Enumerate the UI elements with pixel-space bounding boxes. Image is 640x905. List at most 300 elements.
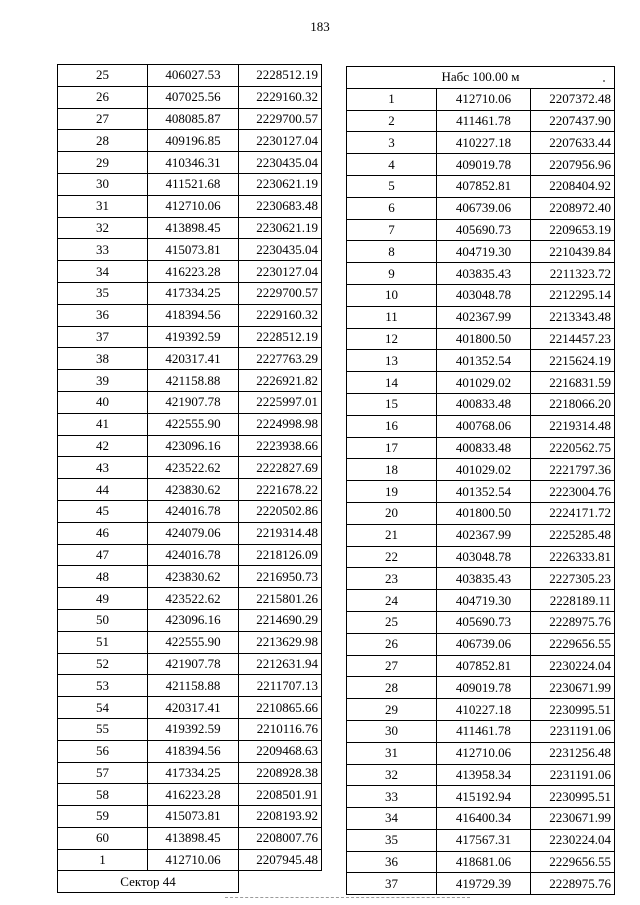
y-coordinate-cell: 2212295.14 (531, 284, 615, 306)
y-coordinate-cell: 2208193.92 (239, 806, 322, 828)
table-row (58, 217, 322, 239)
table-row (58, 304, 322, 326)
x-coordinate-cell: 421907.78 (148, 653, 239, 675)
x-coordinate-cell: 410227.18 (437, 132, 531, 154)
y-coordinate-cell: 2221797.36 (531, 459, 615, 481)
point-number-cell: 36 (347, 851, 437, 873)
point-number-cell: 1 (347, 88, 437, 110)
table-row (58, 740, 322, 762)
x-coordinate-cell: 417334.25 (148, 282, 239, 304)
table-row (58, 86, 322, 108)
y-coordinate-cell: 2227305.23 (531, 568, 615, 590)
x-coordinate-cell: 410227.18 (437, 699, 531, 721)
point-number-cell: 46 (58, 522, 148, 544)
y-coordinate-cell: 2219314.48 (239, 522, 322, 544)
y-coordinate-cell: 2211323.72 (531, 263, 615, 285)
x-coordinate-cell: 417334.25 (148, 762, 239, 784)
y-coordinate-cell: 2222827.69 (239, 457, 322, 479)
table-row (58, 239, 322, 261)
table-row (347, 829, 615, 851)
point-number-cell: 45 (58, 500, 148, 522)
point-number-cell: 29 (58, 152, 148, 174)
x-coordinate-cell: 418681.06 (437, 851, 531, 873)
point-number-cell: 32 (347, 764, 437, 786)
point-number-cell: 54 (58, 697, 148, 719)
y-coordinate-cell: 2221678.22 (239, 479, 322, 501)
x-coordinate-cell: 405690.73 (437, 611, 531, 633)
point-number-cell: 30 (58, 173, 148, 195)
table-row (58, 675, 322, 697)
x-coordinate-cell: 407852.81 (437, 175, 531, 197)
x-coordinate-cell: 400768.06 (437, 415, 531, 437)
y-coordinate-cell: 2215801.26 (239, 588, 322, 610)
point-number-cell: 23 (347, 568, 437, 590)
table-row (58, 522, 322, 544)
x-coordinate-cell: 402367.99 (437, 306, 531, 328)
table-row (347, 306, 615, 328)
point-number-cell: 3 (347, 132, 437, 154)
table-row (347, 175, 615, 197)
table-row (347, 590, 615, 612)
table-row (347, 611, 615, 633)
table-row (58, 784, 322, 806)
x-coordinate-cell: 415073.81 (148, 239, 239, 261)
table-row (347, 393, 615, 415)
y-coordinate-cell: 2214690.29 (239, 609, 322, 631)
point-number-cell: 5 (347, 175, 437, 197)
table-row (58, 457, 322, 479)
table-row (58, 173, 322, 195)
x-coordinate-cell: 404719.30 (437, 590, 531, 612)
sector-caption-row (58, 871, 322, 893)
left-table-body (58, 65, 322, 893)
point-number-cell: 15 (347, 393, 437, 415)
table-row (347, 720, 615, 742)
x-coordinate-cell: 416223.28 (148, 784, 239, 806)
y-coordinate-cell: 2207437.90 (531, 110, 615, 132)
x-coordinate-cell: 423096.16 (148, 609, 239, 631)
x-coordinate-cell: 419392.59 (148, 718, 239, 740)
point-number-cell: 10 (347, 284, 437, 306)
y-coordinate-cell: 2210865.66 (239, 697, 322, 719)
table-row (347, 88, 615, 110)
point-number-cell: 47 (58, 544, 148, 566)
table-row (58, 500, 322, 522)
table-row (347, 459, 615, 481)
table-row (58, 152, 322, 174)
table-row (58, 479, 322, 501)
point-number-cell: 27 (347, 655, 437, 677)
point-number-cell: 29 (347, 699, 437, 721)
point-number-cell: 34 (347, 808, 437, 830)
point-number-cell: 42 (58, 435, 148, 457)
y-coordinate-cell: 2230995.51 (531, 699, 615, 721)
x-coordinate-cell: 420317.41 (148, 348, 239, 370)
point-number-cell: 36 (58, 304, 148, 326)
x-coordinate-cell: 421907.78 (148, 391, 239, 413)
x-coordinate-cell: 411521.68 (148, 173, 239, 195)
point-number-cell: 49 (58, 588, 148, 610)
y-coordinate-cell: 2207956.96 (531, 154, 615, 176)
y-coordinate-cell: 2208501.91 (239, 784, 322, 806)
table-row (347, 568, 615, 590)
point-number-cell: 13 (347, 350, 437, 372)
point-number-cell: 38 (58, 348, 148, 370)
y-coordinate-cell: 2224998.98 (239, 413, 322, 435)
x-coordinate-cell: 423830.62 (148, 479, 239, 501)
point-number-cell: 25 (58, 65, 148, 87)
y-coordinate-cell: 2213629.98 (239, 631, 322, 653)
table-row (347, 655, 615, 677)
right-coordinates-table (346, 66, 615, 895)
table-row (347, 132, 615, 154)
x-coordinate-cell: 424016.78 (148, 500, 239, 522)
table-row (347, 328, 615, 350)
x-coordinate-cell: 424016.78 (148, 544, 239, 566)
x-coordinate-cell: 402367.99 (437, 524, 531, 546)
y-coordinate-cell: 2226921.82 (239, 370, 322, 392)
x-coordinate-cell: 406739.06 (437, 197, 531, 219)
point-number-cell: 52 (58, 653, 148, 675)
table-row (58, 588, 322, 610)
y-coordinate-cell: 2208404.92 (531, 175, 615, 197)
x-coordinate-cell: 401352.54 (437, 350, 531, 372)
table-row (58, 718, 322, 740)
x-coordinate-cell: 400833.48 (437, 437, 531, 459)
point-number-cell: 14 (347, 372, 437, 394)
table-row (58, 282, 322, 304)
table-row (58, 631, 322, 653)
x-coordinate-cell: 404719.30 (437, 241, 531, 263)
table-row (347, 350, 615, 372)
x-coordinate-cell: 413898.45 (148, 217, 239, 239)
y-coordinate-cell: 2223938.66 (239, 435, 322, 457)
y-coordinate-cell: 2224171.72 (531, 502, 615, 524)
x-coordinate-cell: 403835.43 (437, 263, 531, 285)
table-row (58, 697, 322, 719)
table-row (58, 391, 322, 413)
y-coordinate-cell: 2230127.04 (239, 130, 322, 152)
x-coordinate-cell: 401800.50 (437, 502, 531, 524)
point-number-cell: 56 (58, 740, 148, 762)
x-coordinate-cell: 422555.90 (148, 413, 239, 435)
point-number-cell: 43 (58, 457, 148, 479)
point-number-cell: 30 (347, 720, 437, 742)
x-coordinate-cell: 401029.02 (437, 372, 531, 394)
table-row (347, 524, 615, 546)
table-row (347, 873, 615, 895)
point-number-cell: 12 (347, 328, 437, 350)
table-row (347, 633, 615, 655)
table-row (58, 806, 322, 828)
y-coordinate-cell: 2218066.20 (531, 393, 615, 415)
point-number-cell: 40 (58, 391, 148, 413)
table-row (58, 849, 322, 871)
table-row (347, 786, 615, 808)
table-row (347, 502, 615, 524)
x-coordinate-cell: 418394.56 (148, 304, 239, 326)
y-coordinate-cell: 2230671.99 (531, 808, 615, 830)
x-coordinate-cell: 421158.88 (148, 370, 239, 392)
table-row (347, 699, 615, 721)
table-row (58, 413, 322, 435)
table-row (58, 653, 322, 675)
x-coordinate-cell: 418394.56 (148, 740, 239, 762)
y-coordinate-cell: 2209468.63 (239, 740, 322, 762)
x-coordinate-cell: 412710.06 (148, 849, 239, 871)
table-row (347, 197, 615, 219)
point-number-cell: 26 (347, 633, 437, 655)
x-coordinate-cell: 413898.45 (148, 827, 239, 849)
x-coordinate-cell: 401800.50 (437, 328, 531, 350)
y-coordinate-cell: 2229656.55 (531, 633, 615, 655)
table-row (347, 437, 615, 459)
x-coordinate-cell: 403048.78 (437, 284, 531, 306)
point-number-cell: 9 (347, 263, 437, 285)
table-row (58, 827, 322, 849)
point-number-cell: 48 (58, 566, 148, 588)
point-number-cell: 50 (58, 609, 148, 631)
y-coordinate-cell: 2226333.81 (531, 546, 615, 568)
table-row (347, 546, 615, 568)
y-coordinate-cell: 2231191.06 (531, 720, 615, 742)
y-coordinate-cell: 2230995.51 (531, 786, 615, 808)
x-coordinate-cell: 405690.73 (437, 219, 531, 241)
table-row (347, 415, 615, 437)
height-header: Набс 100.00 м (347, 67, 615, 89)
y-coordinate-cell: 2230671.99 (531, 677, 615, 699)
table-row (58, 566, 322, 588)
y-coordinate-cell: 2215624.19 (531, 350, 615, 372)
point-number-cell: 19 (347, 481, 437, 503)
point-number-cell: 2 (347, 110, 437, 132)
x-coordinate-cell: 407025.56 (148, 86, 239, 108)
empty-cell (239, 871, 322, 893)
point-number-cell: 44 (58, 479, 148, 501)
y-coordinate-cell: 2218126.09 (239, 544, 322, 566)
table-row (58, 609, 322, 631)
table-row (58, 544, 322, 566)
x-coordinate-cell: 412710.06 (148, 195, 239, 217)
point-number-cell: 18 (347, 459, 437, 481)
scan-bottom-line (225, 897, 470, 898)
point-number-cell: 51 (58, 631, 148, 653)
point-number-cell: 35 (347, 829, 437, 851)
x-coordinate-cell: 422555.90 (148, 631, 239, 653)
y-coordinate-cell: 2225997.01 (239, 391, 322, 413)
y-coordinate-cell: 2231256.48 (531, 742, 615, 764)
table-row (347, 851, 615, 873)
x-coordinate-cell: 411461.78 (437, 110, 531, 132)
table-row (347, 764, 615, 786)
point-number-cell: 8 (347, 241, 437, 263)
y-coordinate-cell: 2229160.32 (239, 304, 322, 326)
y-coordinate-cell: 2230621.19 (239, 217, 322, 239)
y-coordinate-cell: 2230621.19 (239, 173, 322, 195)
table-row (347, 742, 615, 764)
y-coordinate-cell: 2228512.19 (239, 65, 322, 87)
point-number-cell: 25 (347, 611, 437, 633)
x-coordinate-cell: 421158.88 (148, 675, 239, 697)
point-number-cell: 58 (58, 784, 148, 806)
y-coordinate-cell: 2219314.48 (531, 415, 615, 437)
left-coordinates-table (57, 64, 322, 893)
point-number-cell: 31 (347, 742, 437, 764)
y-coordinate-cell: 2228975.76 (531, 611, 615, 633)
y-coordinate-cell: 2209653.19 (531, 219, 615, 241)
x-coordinate-cell: 406739.06 (437, 633, 531, 655)
point-number-cell: 16 (347, 415, 437, 437)
y-coordinate-cell: 2229160.32 (239, 86, 322, 108)
y-coordinate-cell: 2216831.59 (531, 372, 615, 394)
point-number-cell: 26 (58, 86, 148, 108)
table-row (347, 677, 615, 699)
point-number-cell: 39 (58, 370, 148, 392)
y-coordinate-cell: 2208007.76 (239, 827, 322, 849)
y-coordinate-cell: 2208972.40 (531, 197, 615, 219)
x-coordinate-cell: 419729.39 (437, 873, 531, 895)
y-coordinate-cell: 2208928.38 (239, 762, 322, 784)
point-number-cell: 41 (58, 413, 148, 435)
x-coordinate-cell: 416223.28 (148, 261, 239, 283)
y-coordinate-cell: 2211707.13 (239, 675, 322, 697)
point-number-cell: 35 (58, 282, 148, 304)
table-row (347, 481, 615, 503)
point-number-cell: 32 (58, 217, 148, 239)
y-coordinate-cell: 2207372.48 (531, 88, 615, 110)
table-row (347, 284, 615, 306)
sector-caption: Сектор 44 (58, 871, 239, 893)
y-coordinate-cell: 2228189.11 (531, 590, 615, 612)
y-coordinate-cell: 2230683.48 (239, 195, 322, 217)
x-coordinate-cell: 423522.62 (148, 588, 239, 610)
y-coordinate-cell: 2227763.29 (239, 348, 322, 370)
y-coordinate-cell: 2216950.73 (239, 566, 322, 588)
y-coordinate-cell: 2212631.94 (239, 653, 322, 675)
point-number-cell: 17 (347, 437, 437, 459)
table-row (347, 219, 615, 241)
point-number-cell: 60 (58, 827, 148, 849)
x-coordinate-cell: 403048.78 (437, 546, 531, 568)
table-row (347, 110, 615, 132)
point-number-cell: 28 (347, 677, 437, 699)
x-coordinate-cell: 420317.41 (148, 697, 239, 719)
point-number-cell: 57 (58, 762, 148, 784)
page-number: 183 (310, 19, 330, 34)
y-coordinate-cell: 2207633.44 (531, 132, 615, 154)
point-number-cell: 37 (58, 326, 148, 348)
table-row (58, 370, 322, 392)
x-coordinate-cell: 413958.34 (437, 764, 531, 786)
x-coordinate-cell: 408085.87 (148, 108, 239, 130)
x-coordinate-cell: 412710.06 (437, 742, 531, 764)
point-number-cell: 55 (58, 718, 148, 740)
point-number-cell: 22 (347, 546, 437, 568)
x-coordinate-cell: 401352.54 (437, 481, 531, 503)
y-coordinate-cell: 2231191.06 (531, 764, 615, 786)
y-coordinate-cell: 2230224.04 (531, 829, 615, 851)
y-coordinate-cell: 2230435.04 (239, 239, 322, 261)
table-row (58, 195, 322, 217)
y-coordinate-cell: 2230435.04 (239, 152, 322, 174)
y-coordinate-cell: 2220502.86 (239, 500, 322, 522)
table-row (347, 263, 615, 285)
y-coordinate-cell: 2207945.48 (239, 849, 322, 871)
x-coordinate-cell: 409196.85 (148, 130, 239, 152)
x-coordinate-cell: 415073.81 (148, 806, 239, 828)
x-coordinate-cell: 423522.62 (148, 457, 239, 479)
point-number-cell: 28 (58, 130, 148, 152)
x-coordinate-cell: 423096.16 (148, 435, 239, 457)
x-coordinate-cell: 415192.94 (437, 786, 531, 808)
y-coordinate-cell: 2229700.57 (239, 282, 322, 304)
x-coordinate-cell: 416400.34 (437, 808, 531, 830)
table-row (58, 130, 322, 152)
point-number-cell: 7 (347, 219, 437, 241)
y-coordinate-cell: 2210116.76 (239, 718, 322, 740)
x-coordinate-cell: 411461.78 (437, 720, 531, 742)
y-coordinate-cell: 2229700.57 (239, 108, 322, 130)
right-table-body (347, 67, 615, 895)
y-coordinate-cell: 2228512.19 (239, 326, 322, 348)
point-number-cell: 31 (58, 195, 148, 217)
x-coordinate-cell: 424079.06 (148, 522, 239, 544)
table-row (58, 65, 322, 87)
point-number-cell: 6 (347, 197, 437, 219)
table-row (58, 326, 322, 348)
point-number-cell: 21 (347, 524, 437, 546)
table-row (58, 348, 322, 370)
y-coordinate-cell: 2214457.23 (531, 328, 615, 350)
y-coordinate-cell: 2225285.48 (531, 524, 615, 546)
x-coordinate-cell: 403835.43 (437, 568, 531, 590)
point-number-cell: 37 (347, 873, 437, 895)
table-row (58, 435, 322, 457)
point-number-cell: 59 (58, 806, 148, 828)
table-row (347, 372, 615, 394)
table-row (58, 762, 322, 784)
table-row (58, 108, 322, 130)
x-coordinate-cell: 412710.06 (437, 88, 531, 110)
x-coordinate-cell: 406027.53 (148, 65, 239, 87)
point-number-cell: 24 (347, 590, 437, 612)
point-number-cell: 20 (347, 502, 437, 524)
table-row (347, 154, 615, 176)
point-number-cell: 33 (347, 786, 437, 808)
y-coordinate-cell: 2220562.75 (531, 437, 615, 459)
point-number-cell: 4 (347, 154, 437, 176)
point-number-cell: 11 (347, 306, 437, 328)
y-coordinate-cell: 2223004.76 (531, 481, 615, 503)
scan-speck (603, 80, 605, 82)
point-number-cell: 27 (58, 108, 148, 130)
y-coordinate-cell: 2228975.76 (531, 873, 615, 895)
point-number-cell: 33 (58, 239, 148, 261)
table-row (347, 808, 615, 830)
x-coordinate-cell: 417567.31 (437, 829, 531, 851)
height-header-row (347, 67, 615, 89)
point-number-cell: 53 (58, 675, 148, 697)
x-coordinate-cell: 407852.81 (437, 655, 531, 677)
x-coordinate-cell: 409019.78 (437, 677, 531, 699)
x-coordinate-cell: 410346.31 (148, 152, 239, 174)
y-coordinate-cell: 2229656.55 (531, 851, 615, 873)
point-number-cell: 1 (58, 849, 148, 871)
table-row (58, 261, 322, 283)
table-row (347, 241, 615, 263)
x-coordinate-cell: 423830.62 (148, 566, 239, 588)
x-coordinate-cell: 401029.02 (437, 459, 531, 481)
